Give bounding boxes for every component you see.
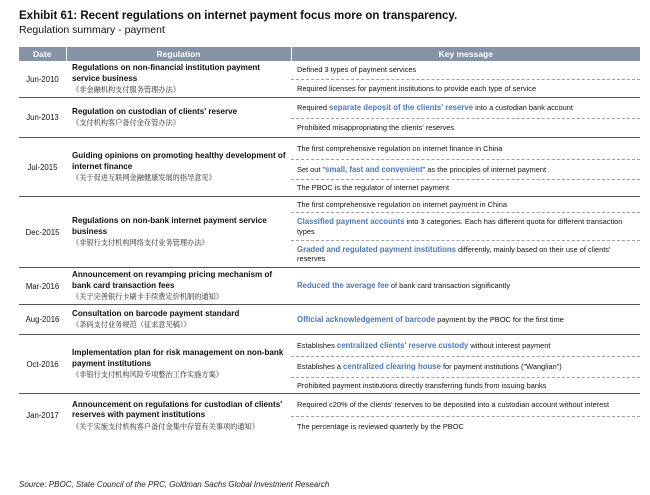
table-row (19, 335, 640, 394)
row-regulation (66, 98, 291, 138)
table-row (19, 268, 640, 305)
row-regulation (66, 335, 291, 394)
row-regulation (66, 394, 291, 438)
regulation-name-en: Regulations on non-financial institution payment service business (72, 63, 260, 83)
key-message-highlight: Reduced the average fee (297, 281, 389, 291)
row-date: Jul-2015 (27, 162, 58, 172)
table-body (19, 61, 640, 437)
row-key-messages (291, 335, 640, 394)
key-message (291, 179, 640, 196)
regulation-name-cn: 《支付机构客户备付金存管办法》 (72, 118, 180, 128)
regulation-name-en: Announcement on revamping pricing mechanism of bank card transaction fees (72, 270, 273, 290)
key-message-text: Prohibited misappropriating the clients' reserves (297, 123, 455, 133)
key-message (291, 118, 640, 137)
row-regulation (66, 138, 291, 197)
row-regulation (66, 61, 291, 98)
row-key-messages (291, 197, 640, 268)
key-message-text: Prohibited payment institutions directly transferring funds from issuing banks (297, 380, 547, 390)
regulation-name-cn: 《关于实施支付机构客户备付金集中存管有关事项的通知》 (72, 421, 259, 431)
row-date: Jun-2010 (26, 74, 59, 84)
key-message (291, 61, 640, 79)
regulation-name-cn: 《非银行支付机构网络支付业务管理办法》 (72, 238, 209, 247)
key-message-text: The first comprehensive regulation on internet finance in China (297, 143, 503, 153)
key-message (291, 138, 640, 159)
row-key-messages (291, 268, 640, 305)
table-row (19, 98, 640, 138)
key-message-text: payment by the PBOC for the first time (435, 314, 564, 324)
key-message-text: of bank card transaction significantly (388, 281, 511, 291)
key-message (291, 98, 640, 118)
key-message (291, 394, 640, 416)
key-message-highlight: Graded and regulated payment institutions (297, 244, 456, 254)
key-message-highlight: centralized clearing house (343, 362, 441, 372)
key-message-text: differently, mainly based on their use of clients' reserves (297, 244, 611, 263)
table-row (19, 197, 640, 268)
regulation-name-en: Guiding opinions on promoting healthy development of internet finance (72, 151, 286, 171)
key-message-highlight: small, fast and convenient (325, 164, 423, 174)
exhibit-title: Exhibit 61: Recent regulations on internet payment focus more on transparency. (19, 10, 458, 22)
key-message (291, 240, 640, 267)
row-date: Mar-2016 (25, 281, 60, 291)
key-message (291, 212, 640, 240)
key-message-text: Required licenses for payment institutions to provide each type of service (297, 83, 537, 93)
key-message (291, 159, 640, 179)
key-message-text: into a custodian bank account (473, 103, 573, 113)
header-regulation: Regulation (66, 47, 291, 61)
row-date: Jun-2013 (26, 113, 59, 122)
key-message (291, 305, 640, 334)
row-date: Oct-2016 (26, 359, 59, 369)
row-key-messages (291, 98, 640, 138)
row-date: Aug-2016 (25, 315, 60, 324)
key-message-text: without interest payment (468, 340, 551, 350)
key-message (291, 416, 640, 437)
table-row (19, 138, 640, 197)
row-regulation (66, 268, 291, 305)
header-key-message: Key message (291, 47, 640, 61)
key-message (291, 268, 640, 304)
key-message-text: into 3 categories. Each has different quota for different transaction types (297, 217, 623, 236)
key-message-text: Establishes a (297, 362, 344, 372)
table-header-row (19, 47, 640, 61)
row-date: Jan-2017 (26, 411, 59, 420)
key-message (291, 335, 640, 356)
key-message-highlight: separate deposit of the clients' reserve (329, 103, 474, 113)
key-message-highlight: centralized clients' reserve custody (336, 340, 469, 350)
key-message-text: The first comprehensive regulation on internet payment in China (297, 199, 507, 209)
row-key-messages (291, 138, 640, 197)
table-row (19, 305, 640, 335)
key-message-highlight: Official acknowledgement of barcode (297, 314, 436, 324)
key-message-text: Establishes (297, 340, 337, 350)
regulation-name-cn: 《条码支付业务规范（征求意见稿）》 (72, 320, 191, 330)
row-key-messages (291, 61, 640, 98)
key-message (291, 377, 640, 393)
key-message (291, 356, 640, 377)
key-message (291, 197, 640, 212)
row-regulation (66, 197, 291, 268)
key-message-text: for payment institutions ("Wanglian") (440, 362, 562, 372)
regulation-table (19, 47, 640, 437)
key-message-highlight: Classified payment accounts (297, 217, 405, 227)
row-key-messages (291, 394, 640, 438)
regulation-name-en: Announcement on regulations for custodian of clients' reserves with payment institutions (72, 399, 283, 419)
source-note: Source: PBOC, State Council of the PRC, Goldman Sachs Global Investment Research (19, 480, 330, 489)
key-message-text: The percentage is reviewed quarterly by the PBOC (297, 422, 464, 432)
row-key-messages (291, 305, 640, 335)
key-message-text: Defined 3 types of payment services (297, 65, 417, 75)
row-date: Dec-2015 (25, 227, 60, 237)
regulation-name-cn: 《关于促进互联网金融健康发展的指导意见》 (72, 173, 216, 182)
key-message-text: Required c20% of the clients' reserves to be deposited into a custodian account without interest (297, 400, 610, 410)
regulation-name-en: Regulations on non-bank internet payment service business (72, 216, 267, 236)
key-message-text: The PBOC is the regulator of internet payment (297, 183, 449, 193)
regulation-name-cn: 《关于完善银行卡刷卡手续费定价机制的通知》 (72, 292, 223, 301)
key-message-text: Required (297, 103, 330, 113)
row-regulation (66, 305, 291, 335)
table-row (19, 394, 640, 438)
regulation-name-en: Regulation on custodian of clients' reserve (72, 106, 238, 116)
header-date: Date (19, 47, 66, 61)
regulation-name-en: Consultation on barcode payment standard (72, 308, 240, 318)
regulation-name-cn: 《非金融机构支付服务管理办法》 (72, 85, 180, 94)
regulation-name-cn: 《非银行支付机构风险专项整治工作实施方案》 (72, 370, 223, 379)
key-message (291, 79, 640, 97)
key-message-text: Set out " (297, 164, 326, 174)
table-row (19, 61, 640, 98)
regulation-name-en: Implementation plan for risk management on non-bank payment institutions (72, 348, 284, 368)
key-message-text: " as the principles of internet payment (422, 164, 547, 174)
exhibit-subtitle: Regulation summary - payment (19, 24, 165, 36)
